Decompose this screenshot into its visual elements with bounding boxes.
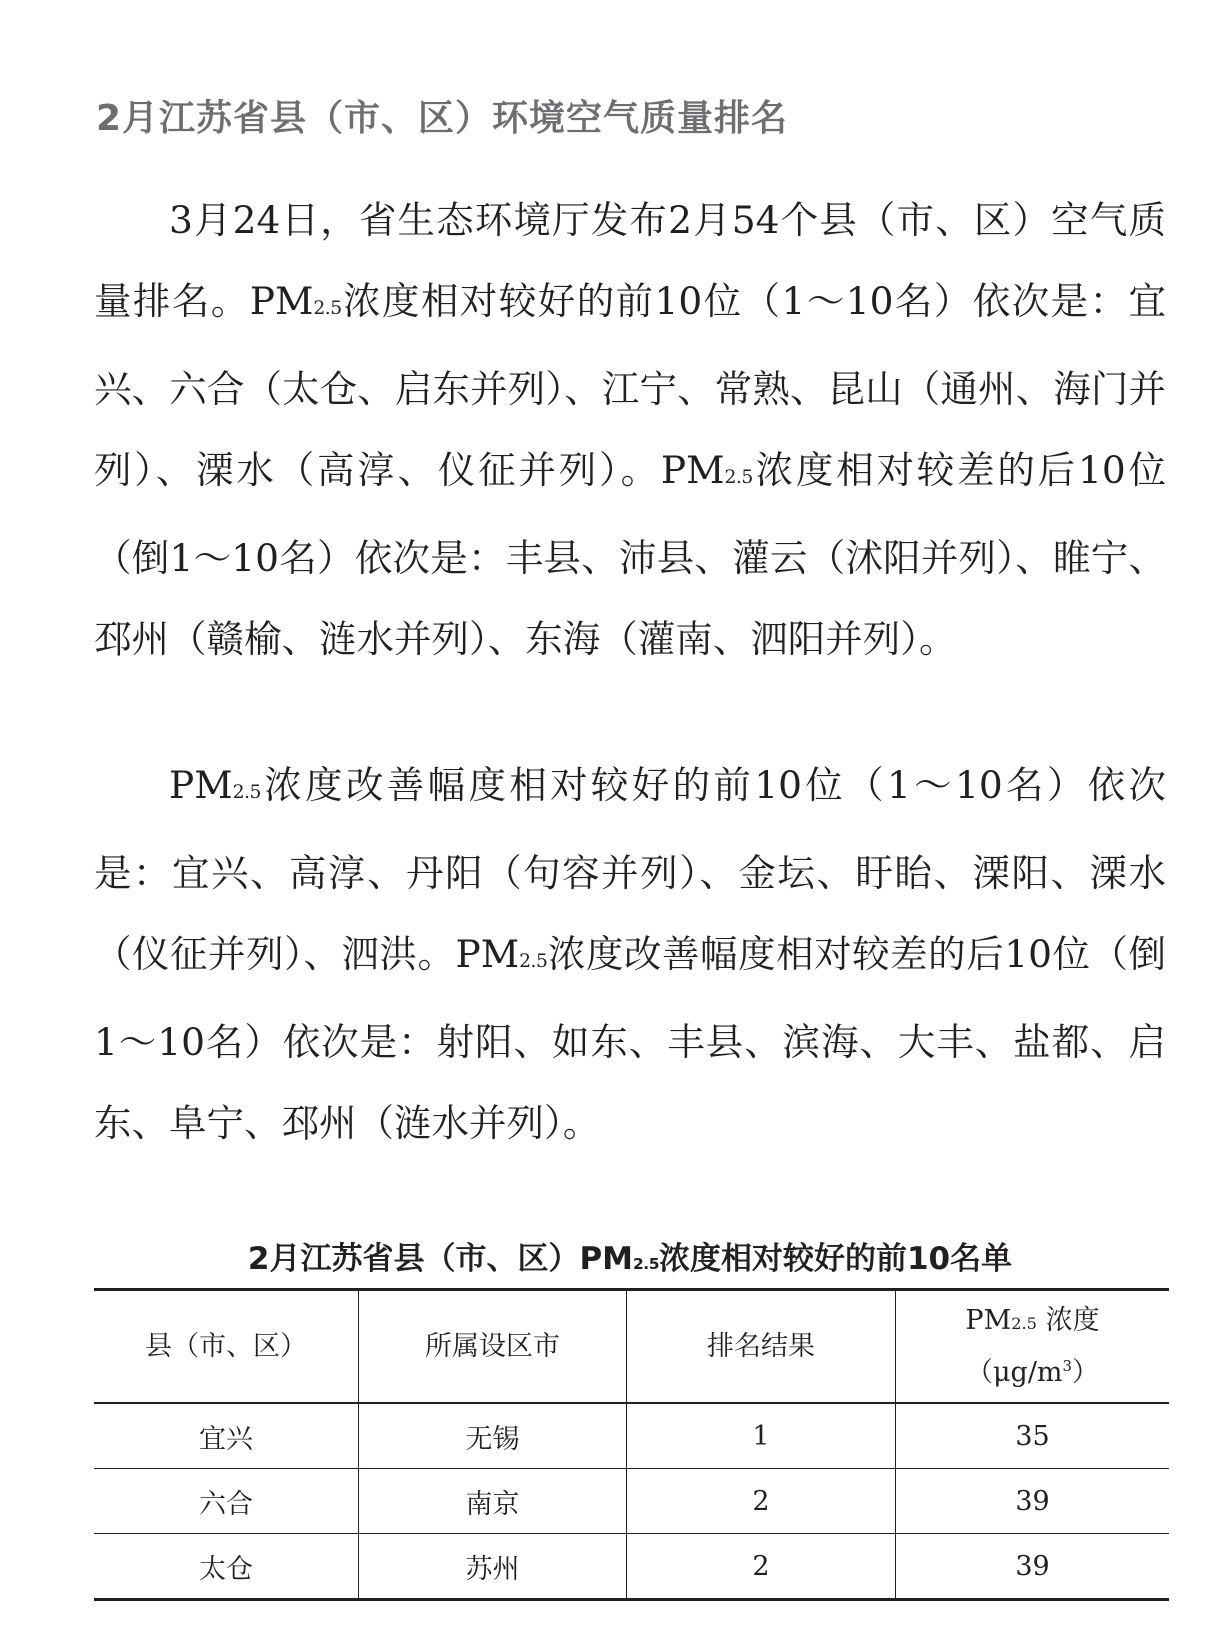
- cell-rank: 2: [627, 1534, 896, 1600]
- table-title-text-2: 浓度相对较好的前10名单: [658, 1241, 1013, 1277]
- table-header-row: [94, 1290, 1169, 1404]
- ranking-table: [94, 1288, 1169, 1601]
- cell-rank: 2: [627, 1469, 896, 1534]
- header-unit-superscript: 3: [1062, 1356, 1072, 1375]
- header-pm25-pm: PM: [965, 1304, 1012, 1336]
- paragraph2-text-1: PM: [169, 763, 233, 807]
- ranking-table-container: [94, 1288, 1166, 1601]
- header-rank: 排名结果: [627, 1290, 896, 1404]
- table-row: [94, 1534, 1169, 1600]
- cell-city: 南京: [359, 1469, 627, 1534]
- cell-county: 太仓: [94, 1534, 359, 1600]
- paragraph2-text-3: 浓度改善幅度相对较差的后10位（倒1～10名）依次是：射阳、如东、丰县、滨海、大丰、盐都、启东、阜宁、邳州（涟水并列）。: [94, 932, 1166, 1145]
- header-pm25-concentration: 浓度: [1036, 1304, 1100, 1336]
- cell-city: 苏州: [359, 1534, 627, 1600]
- cell-pm25: 39: [896, 1469, 1170, 1534]
- paragraph-pm25-concentration-ranking: [94, 180, 1166, 680]
- pm25-subscript: 2.5: [232, 782, 261, 803]
- section-title: 2月江苏省县（市、区）环境空气质量排名: [96, 98, 789, 139]
- table-row: [94, 1469, 1169, 1534]
- cell-rank: 1: [627, 1403, 896, 1469]
- header-pm25-label: [896, 1300, 1169, 1345]
- pm25-subscript: 2.5: [519, 951, 548, 972]
- cell-pm25: 35: [896, 1403, 1170, 1469]
- paragraph2-text-2: 浓度改善幅度相对较好的前10位（1～10名）依次是：宜兴、高淳、丹阳（句容并列）、金坛、盱眙、溧阳、溧水（仪征并列）、泗洪。PM: [94, 763, 1166, 976]
- table-title: [94, 1233, 1166, 1278]
- table-title-text-1: 2月江苏省县（市、区）PM: [247, 1241, 634, 1277]
- pm25-subscript: 2.5: [633, 1255, 659, 1273]
- header-pm25: [896, 1290, 1170, 1404]
- paragraph1-text-3: 浓度相对较差的后10位（倒1～10名）依次是：丰县、沛县、灌云（沭阳并列）、睢宁、邳州（赣榆、涟水并列）、东海（灌南、泗阳并列）。: [94, 448, 1166, 661]
- header-city: 所属设区市: [359, 1290, 627, 1404]
- header-unit-close: ）: [1071, 1356, 1099, 1388]
- cell-city: 无锡: [359, 1403, 627, 1469]
- pm25-subscript: 2.5: [724, 467, 753, 488]
- cell-county: 宜兴: [94, 1403, 359, 1469]
- paragraph1-text-1: 3月24日，省生态环境厅发布2月54个县（市、区）空气质量排名。PM: [94, 198, 1166, 323]
- pm25-subscript: 2.5: [1011, 1313, 1037, 1333]
- cell-pm25: 39: [896, 1534, 1170, 1600]
- paragraph1-text-2: 浓度相对较好的前10位（1～10名）依次是：宜兴、六合（太仓、启东并列）、江宁、常熟、昆山（通州、海门并列）、溧水（高淳、仪征并列）。PM: [94, 279, 1166, 492]
- paragraph-pm25-improvement-ranking: [94, 745, 1166, 1164]
- header-county: 县（市、区）: [94, 1290, 359, 1404]
- header-pm25-unit: [896, 1345, 1169, 1394]
- cell-county: 六合: [94, 1469, 359, 1534]
- table-row: [94, 1403, 1169, 1469]
- pm25-subscript: 2.5: [313, 298, 342, 319]
- header-unit-text: （μg/m: [966, 1356, 1063, 1388]
